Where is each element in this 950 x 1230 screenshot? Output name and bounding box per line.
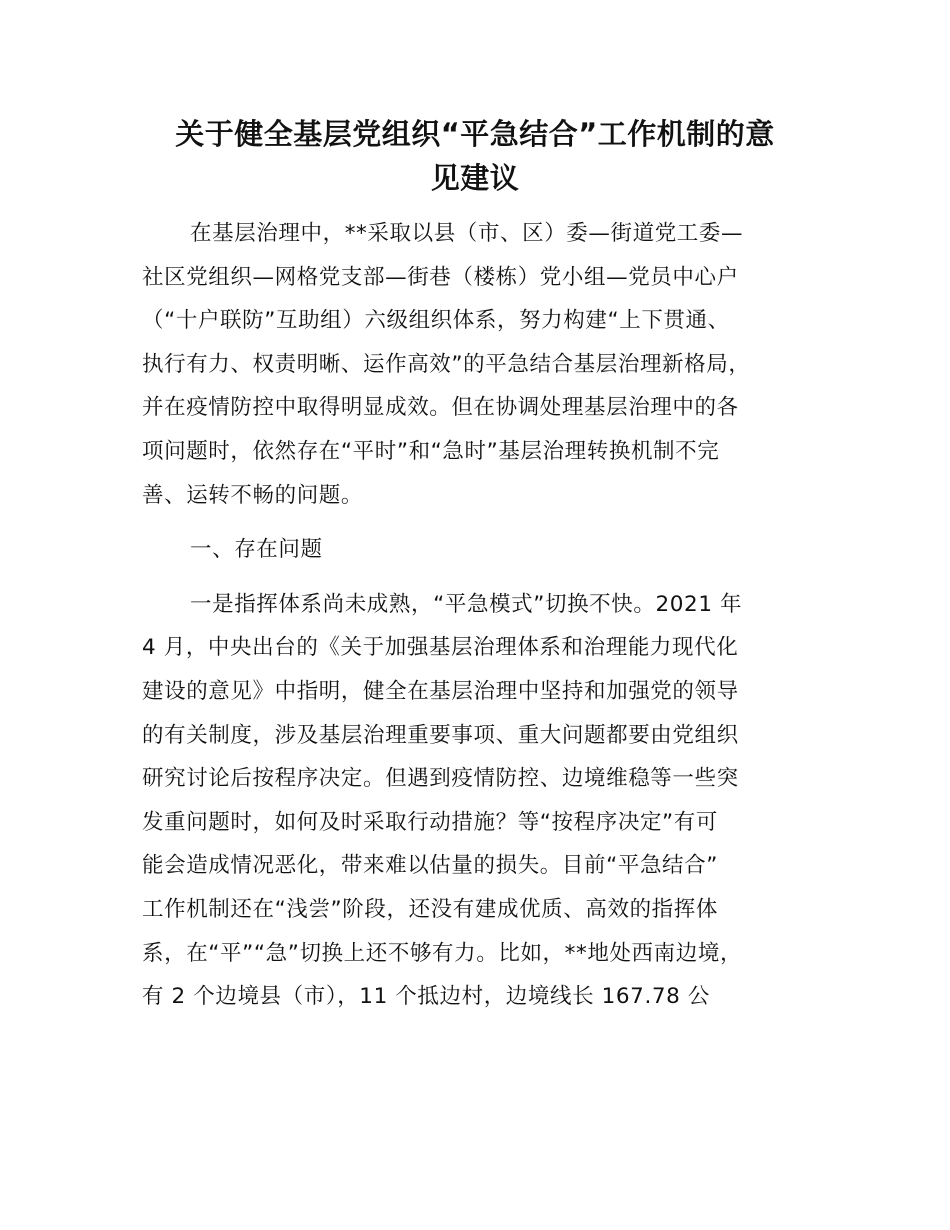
text-line: 能会造成情况恶化，带来难以估量的损失。目前“平急结合” <box>142 853 718 879</box>
text-line: 善、运转不畅的问题。 <box>142 482 364 508</box>
text-line: 项问题时，依然存在“平时”和“急时”基层治理转换机制不完 <box>142 438 720 464</box>
text-line: 4 月，中央出台的《关于加强基层治理体系和治理能力现代化 <box>142 635 739 661</box>
text-line: 建设的意见》中指明，健全在基层治理中坚持和加强党的领导 <box>142 678 739 704</box>
section-heading <box>142 528 842 572</box>
paragraph-issue-one <box>142 583 842 1019</box>
title-line: 见建议 <box>430 161 520 195</box>
title-line: 关于健全基层党组织“平急结合”工作机制的意 <box>175 117 775 151</box>
text-line: 系，在“平”“急”切换上还不够有力。比如，**地处西南边境， <box>142 940 743 966</box>
text-line: 并在疫情防控中取得明显成效。但在协调处理基层治理中的各 <box>142 395 739 421</box>
text-line: （“十户联防”互助组）六级组织体系，努力构建“上下贯通、 <box>142 308 730 334</box>
text-line: 的有关制度，涉及基层治理重要事项、重大问题都要由党组织 <box>142 722 739 748</box>
text-line: 有 2 个边境县（市），11 个抵边村，边境线长 167.78 公 <box>142 984 710 1010</box>
text-line: 执行有力、权责明晰、运作高效”的平急结合基层治理新格局， <box>142 351 751 377</box>
text-line: 社区党组织—网格党支部—街巷（楼栋）党小组—党员中心户 <box>142 264 739 290</box>
text-line: 一是指挥体系尚未成熟，“平急模式”切换不快。2021 年 <box>190 591 743 617</box>
heading-line: 一、存在问题 <box>190 537 323 563</box>
text-line: 发重问题时，如何及时采取行动措施？等“按程序决定”有可 <box>142 809 718 835</box>
text-line: 工作机制还在“浅尝”阶段，还没有建成优质、高效的指挥体 <box>142 896 718 922</box>
text-line: 研究讨论后按程序决定。但遇到疫情防控、边境维稳等一些突 <box>142 766 739 792</box>
document-title <box>130 112 820 200</box>
paragraph-intro <box>142 212 842 517</box>
text-line: 在基层治理中，**采取以县（市、区）委—街道党工委— <box>190 221 744 246</box>
document-body <box>142 212 842 1019</box>
